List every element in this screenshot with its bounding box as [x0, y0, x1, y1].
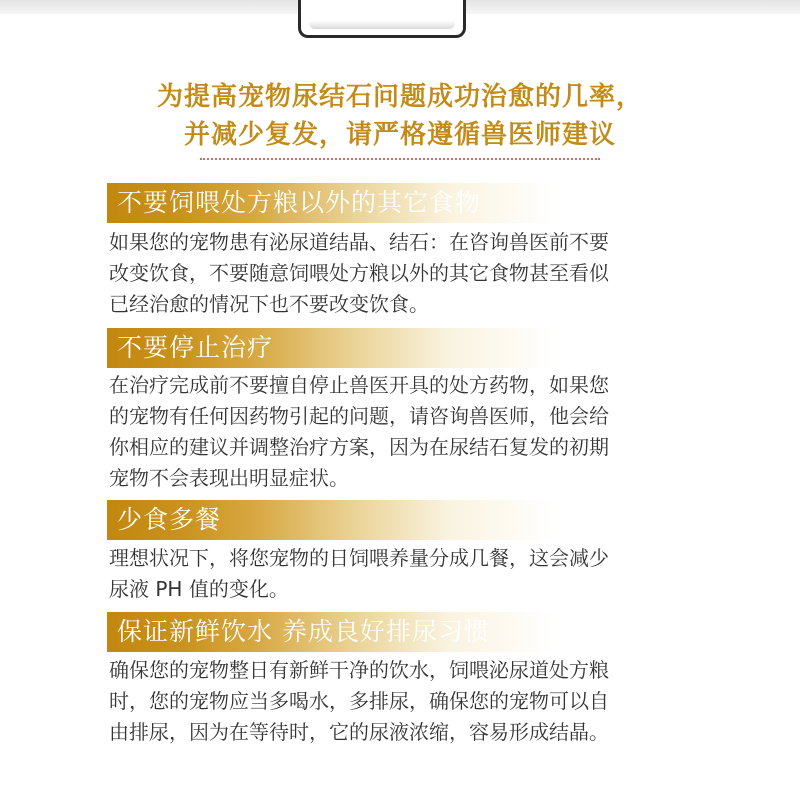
- section-banner-small-frequent-meals: 少食多餐: [107, 500, 627, 540]
- body-line: 理想状况下，将您宠物的日饲喂养量分成几餐，这会减少: [109, 546, 609, 570]
- section-body-fresh-water: [109, 655, 699, 748]
- headline-line-1: 为提高宠物尿结石问题成功治愈的几率，: [156, 82, 643, 112]
- body-line: 如果您的宠物患有泌尿道结晶、结石：在咨询兽医前不要: [109, 230, 609, 254]
- dotted-divider: [200, 158, 600, 160]
- body-line: 确保您的宠物整日有新鲜干净的饮水，饲喂泌尿道处方粮: [109, 658, 609, 682]
- body-line: 你相应的建议并调整治疗方案，因为在尿结石复发的初期: [109, 435, 609, 459]
- section-body-no-other-food: [109, 227, 699, 320]
- body-line: 改变饮食，不要随意饲喂处方粮以外的其它食物甚至看似: [109, 261, 609, 285]
- section-banner-do-not-stop-treatment: 不要停止治疗: [107, 328, 627, 368]
- body-line: 宠物不会表现出明显症状。: [109, 466, 349, 490]
- body-line: 尿液 PH 值的变化。: [109, 577, 289, 601]
- top-tab-frame: [298, 0, 466, 38]
- body-line: 的宠物有任何因药物引起的问题，请咨询兽医师，他会给: [109, 404, 609, 428]
- body-line: 时，您的宠物应当多喝水，多排尿，确保您的宠物可以自: [109, 689, 609, 713]
- body-line: 已经治愈的情况下也不要改变饮食。: [109, 292, 429, 316]
- section-banner-no-other-food: 不要饲喂处方粮以外的其它食物: [107, 183, 627, 223]
- body-line: 由排尿，因为在等待时，它的尿液浓缩，容易形成结晶。: [109, 720, 609, 744]
- section-banner-fresh-water: 保证新鲜饮水 养成良好排尿习惯: [107, 612, 627, 652]
- headline-line-2: 并减少复发，请严格遵循兽医师建议: [183, 120, 616, 150]
- section-body-do-not-stop-treatment: [109, 370, 699, 494]
- section-body-small-frequent-meals: [109, 543, 699, 605]
- body-line: 在治疗完成前不要擅自停止兽医开具的处方药物，如果您: [109, 373, 609, 397]
